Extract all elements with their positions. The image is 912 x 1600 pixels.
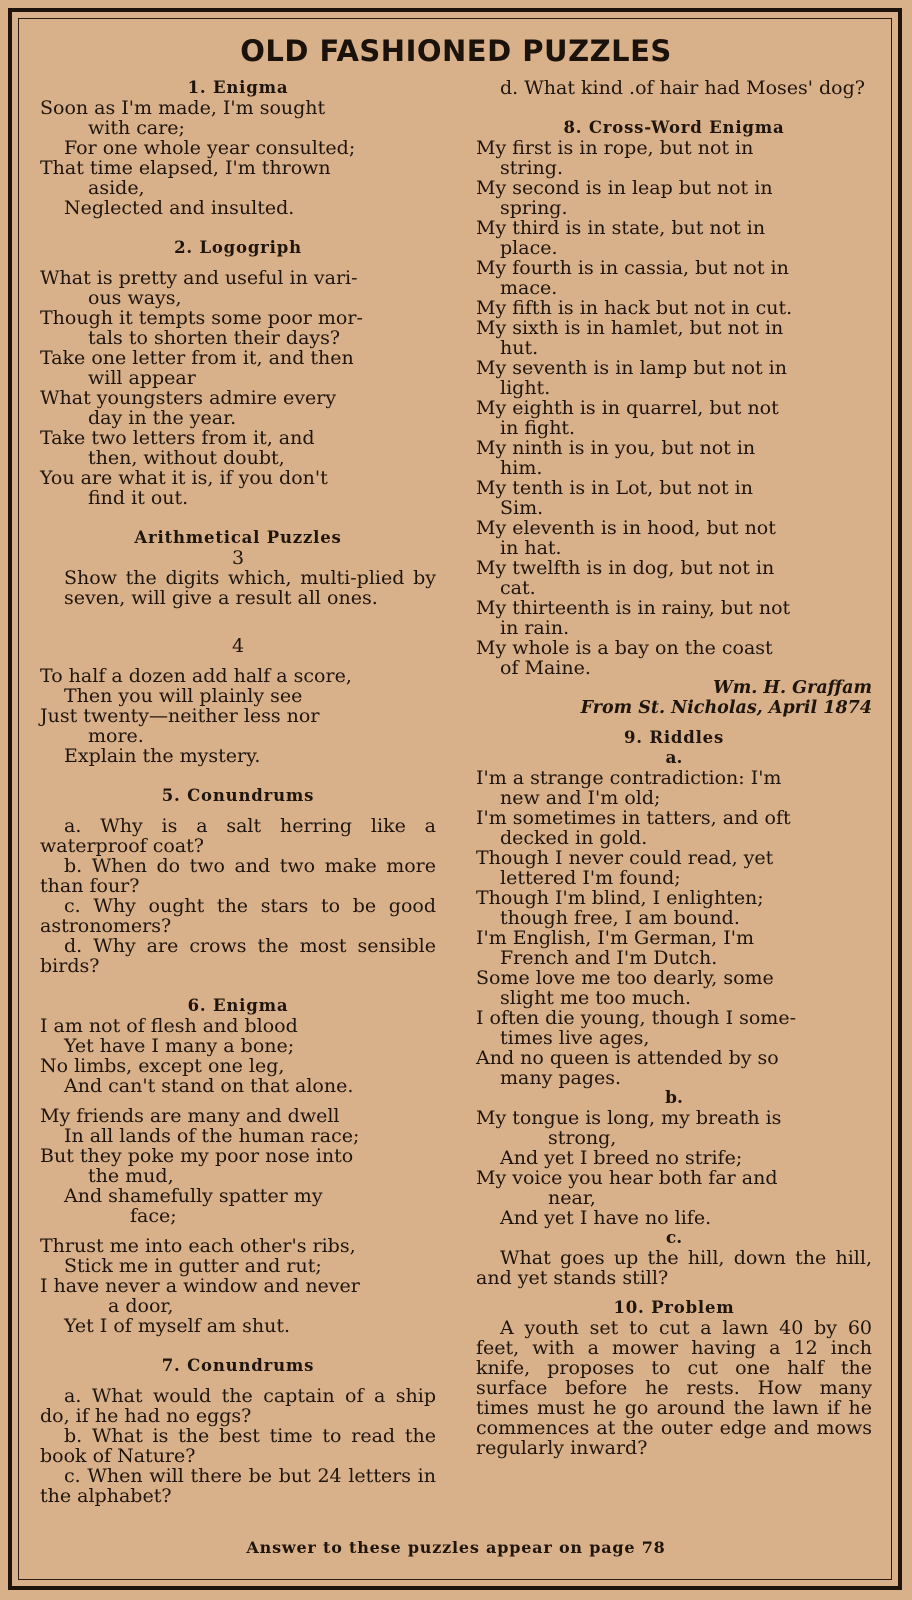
poem-line: My third is in state, but not in — [476, 217, 766, 239]
page-title: OLD FASHIONED PUZZLES — [240, 34, 672, 68]
section-title-enigma-1: 1. Enigma — [187, 78, 289, 97]
problem-text: A youth set to cut a lawn 40 by 60 feet, with a mower having a 12 inch knife, proposes to cut one half the surface before he rests. How many times must he go around the lawn if he commences at the outer edge and mows regularly inward? — [476, 1317, 872, 1459]
poem-line: My friends are many and dwell — [40, 1105, 340, 1127]
poem-line: strong, — [548, 1127, 617, 1149]
poem-line: ous ways, — [88, 287, 182, 309]
poem-line: though free, I am bound. — [500, 907, 740, 929]
poem-line: cat. — [500, 577, 536, 599]
poem-line: My eleventh is in hood, but not — [476, 517, 776, 539]
poem-line: To half a dozen add half a score, — [40, 665, 352, 687]
poem-line: No limbs, except one leg, — [40, 1055, 285, 1077]
poem-line: Soon as I'm made, I'm sought — [40, 97, 326, 119]
poem-line: Take one letter from it, and then — [40, 347, 354, 369]
poem-line: place. — [500, 237, 558, 259]
poem-line: in hat. — [500, 537, 562, 559]
poem-line: Take two letters from it, and — [40, 427, 315, 449]
poem-line: then, without doubt, — [88, 447, 285, 469]
poem-line: light. — [500, 377, 551, 399]
riddle-letter: c. — [665, 1228, 683, 1248]
poem-line: more. — [88, 725, 144, 747]
section-title-conundrums-7: 7. Conundrums — [161, 1356, 315, 1375]
poem-line: My twelfth is in dog, but not in — [476, 557, 775, 579]
poem-line: What is pretty and useful in vari- — [40, 267, 358, 289]
poem-line: spring. — [500, 197, 568, 219]
poem-line: That time elapsed, I'm thrown — [40, 157, 331, 179]
poem-line: My ninth is in you, but not in — [476, 437, 756, 459]
poem-line: For one whole year consulted; — [64, 137, 356, 159]
conundrum-item: c. When will there be but 24 letters in the alphabet? — [40, 1465, 436, 1507]
poem-line: And yet I have no life. — [500, 1207, 712, 1229]
poem-line: You are what it is, if you don't — [40, 467, 328, 489]
poem-line: My thirteenth is in rainy, but not — [476, 597, 791, 619]
poem-line: times live ages, — [500, 1027, 650, 1049]
poem-line: In all lands of the human race; — [64, 1125, 360, 1147]
poem-line: My tenth is in Lot, but not in — [476, 477, 753, 499]
poem-line: the mud, — [88, 1165, 174, 1187]
section-title-cross-word: 8. Cross-Word Enigma — [563, 118, 785, 137]
poem-line: decked in gold. — [500, 827, 648, 849]
poem-line: Yet I of myself am shut. — [64, 1315, 291, 1337]
section-title-arithmetical: Arithmetical Puzzles — [134, 528, 342, 547]
poem-line: My eighth is in quarrel, but not — [476, 397, 779, 419]
poem-line: find it out. — [88, 487, 189, 509]
poem-line: in fight. — [500, 417, 576, 439]
poem-line: Some love me too dearly, some — [476, 967, 774, 989]
poem-line: him. — [500, 457, 543, 479]
poem-line: mace. — [500, 277, 558, 299]
poem-line: And yet I breed no strife; — [500, 1147, 743, 1169]
poem-line: aside, — [88, 177, 145, 199]
riddle-letter: a. — [665, 748, 683, 768]
poem-line: French and I'm Dutch. — [500, 947, 718, 969]
poem-line: I am not of flesh and blood — [40, 1015, 298, 1037]
poem-line: Then you will plainly see — [64, 685, 303, 707]
conundrum-item: c. Why ought the stars to be good astronomers? — [40, 895, 436, 937]
source-credit: From St. Nicholas, April 1874 — [580, 698, 872, 718]
section-title-riddles: 9. Riddles — [623, 728, 725, 747]
poem-line: a door, — [108, 1295, 174, 1317]
poem-line: Yet have I many a bone; — [64, 1035, 295, 1057]
puzzle-text: Show the digits which, multi-plied by seven, will give a result all ones. — [64, 567, 436, 609]
poem-line: tals to shorten their days? — [88, 327, 341, 349]
riddle-text: What goes up the hill, down the hill, and yet stands still? — [476, 1247, 872, 1289]
poem-line: of Maine. — [500, 657, 591, 679]
poem-line: And no queen is attended by so — [476, 1047, 779, 1069]
poem-line: My fourth is in cassia, but not in — [476, 257, 789, 279]
poem-line: will appear — [88, 367, 196, 389]
section-title-problem: 10. Problem — [613, 1298, 735, 1317]
conundrum-item: a. What would the captain of a ship do, if he had no eggs? — [40, 1385, 436, 1427]
poem-line: Though I'm blind, I enlighten; — [476, 887, 764, 909]
poem-line: My whole is a bay on the coast — [476, 637, 773, 659]
riddle-letter: b. — [665, 1088, 683, 1108]
poem-line: And shamefully spatter my — [64, 1185, 323, 1207]
poem-line: Explain the mystery. — [64, 745, 261, 767]
poem-line: My voice you hear both far and — [476, 1167, 778, 1189]
conundrum-item: d. Why are crows the most sensible birds? — [40, 935, 436, 977]
conundrum-item: b. What is the best time to read the book of Nature? — [40, 1425, 436, 1467]
poem-line: Sim. — [500, 497, 544, 519]
puzzle-number: 3 — [231, 547, 245, 569]
poem-line: I often die young, though I some- — [476, 1007, 796, 1029]
conundrum-item: a. Why is a salt herring like a waterproof coat? — [40, 815, 436, 857]
section-title-enigma-6: 6. Enigma — [187, 996, 289, 1015]
poem-line: My first is in rope, but not in — [476, 137, 754, 159]
conundrum-item: d. What kind .of hair had Moses' dog? — [500, 77, 865, 99]
poem-line: I'm English, I'm German, I'm — [476, 927, 754, 949]
poem-line: I'm sometimes in tatters, and oft — [476, 807, 791, 829]
poem-line: But they poke my poor nose into — [40, 1145, 354, 1167]
poem-line: Though it tempts some poor mor- — [40, 307, 363, 329]
poem-line: What youngsters admire every — [40, 387, 337, 409]
right-column — [476, 78, 872, 1458]
poem-line: hut. — [500, 337, 539, 359]
poem-line: My sixth is in hamlet, but not in — [476, 317, 784, 339]
poem-line: My tongue is long, my breath is — [476, 1107, 782, 1129]
poem-line: I'm a strange contradiction: I'm — [476, 767, 782, 789]
poem-line: I have never a window and never — [40, 1275, 360, 1297]
poem-line: My fifth is in hack but not in cut. — [476, 297, 793, 319]
poem-line: face; — [130, 1205, 177, 1227]
poem-line: string. — [500, 157, 563, 179]
footer-note: Answer to these puzzles appear on page 78 — [246, 1538, 666, 1557]
poem-line: Thrust me into each other's ribs, — [40, 1235, 356, 1257]
poem-line: My second is in leap but not in — [476, 177, 773, 199]
poem-line: slight me too much. — [500, 987, 692, 1009]
poem-line: many pages. — [500, 1067, 622, 1089]
poem-line: Stick me in gutter and rut; — [64, 1255, 322, 1277]
poem-line: in rain. — [500, 617, 570, 639]
section-title-conundrums-5: 5. Conundrums — [161, 786, 315, 805]
section-title-logogriph: 2. Logogriph — [174, 238, 302, 257]
poem-line: My seventh is in lamp but not in — [476, 357, 787, 379]
left-column — [40, 78, 436, 1506]
poem-line: new and I'm old; — [500, 787, 661, 809]
conundrum-item: b. When do two and two make more than four? — [40, 855, 436, 897]
poem-line: near, — [548, 1187, 596, 1209]
poem-line: And can't stand on that alone. — [64, 1075, 354, 1097]
poem-line: day in the year. — [88, 407, 237, 429]
poem-line: Though I never could read, yet — [476, 847, 774, 869]
author-credit: Wm. H. Graffam — [713, 678, 872, 698]
puzzle-number: 4 — [231, 635, 245, 657]
poem-line: Neglected and insulted. — [64, 197, 295, 219]
poem-line: Just twenty—neither less nor — [40, 705, 320, 727]
poem-line: with care; — [88, 117, 185, 139]
poem-line: lettered I'm found; — [500, 867, 681, 889]
